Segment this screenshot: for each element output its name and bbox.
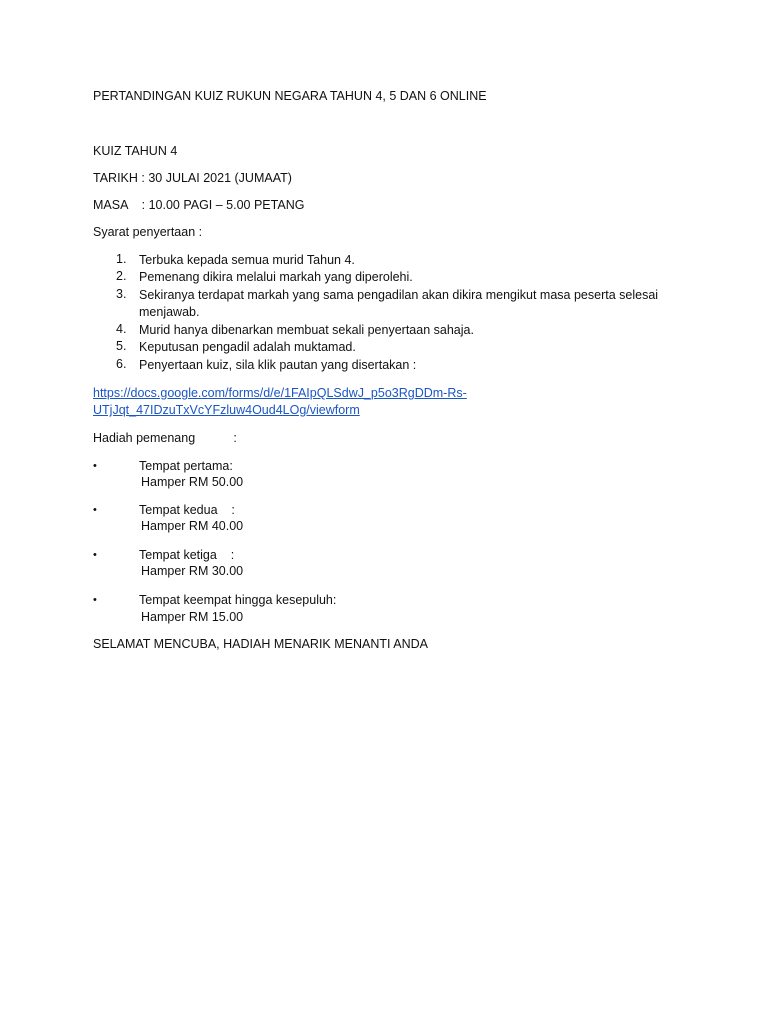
prizes-heading: Hadiah pemenang : (93, 431, 237, 445)
list-number: 6. (116, 357, 127, 371)
list-number: 4. (116, 322, 127, 336)
date-line: TARIKH : 30 JULAI 2021 (JUMAAT) (93, 171, 292, 185)
form-link-line-2[interactable]: UTjJqt_47IDzuTxVcYFzluw4Oud4LOg/viewform (93, 403, 360, 417)
closing-text: SELAMAT MENCUBA, HADIAH MENARIK MENANTI ANDA (93, 637, 429, 651)
bullet-icon: • (93, 460, 97, 472)
list-item (93, 458, 693, 492)
list-number: 3. (116, 287, 127, 301)
requirements-heading: Syarat penyertaan : (93, 225, 203, 239)
list-number: 1. (116, 252, 127, 266)
list-text-continued: menjawab. (139, 305, 200, 319)
prize-place: Tempat kedua : (139, 503, 235, 517)
list-text: Keputusan pengadil adalah muktamad. (139, 340, 356, 354)
list-item (93, 592, 693, 626)
list-number: 5. (116, 339, 127, 353)
prize-amount: Hamper RM 30.00 (141, 564, 244, 578)
prize-amount: Hamper RM 50.00 (141, 475, 244, 489)
prize-amount: Hamper RM 15.00 (141, 610, 244, 624)
prize-amount: Hamper RM 40.00 (141, 519, 244, 533)
list-item (93, 287, 693, 321)
list-item (93, 547, 693, 581)
prize-place: Tempat keempat hingga kesepuluh: (139, 593, 337, 607)
list-item (93, 339, 693, 356)
list-item (93, 322, 693, 339)
time-line: MASA : 10.00 PAGI – 5.00 PETANG (93, 198, 305, 212)
prize-place: Tempat ketiga : (139, 548, 235, 562)
prize-place: Tempat pertama: (139, 459, 233, 473)
form-link-line-1[interactable]: https://docs.google.com/forms/d/e/1FAIpQLSdwJ_p5o3RgDDm-Rs- (93, 386, 467, 400)
list-text: Penyertaan kuiz, sila klik pautan yang disertakan : (139, 358, 417, 372)
list-item (93, 357, 693, 374)
bullet-icon: • (93, 504, 97, 516)
bullet-icon: • (93, 594, 97, 606)
list-text: Terbuka kepada semua murid Tahun 4. (139, 253, 355, 267)
list-number: 2. (116, 269, 127, 283)
list-item (93, 269, 693, 286)
document-title: PERTANDINGAN KUIZ RUKUN NEGARA TAHUN 4, 5 DAN 6 ONLINE (93, 89, 487, 103)
list-text: Pemenang dikira melalui markah yang diperolehi. (139, 270, 413, 284)
bullet-icon: • (93, 549, 97, 561)
list-text: Sekiranya terdapat markah yang sama pengadilan akan dikira mengikut masa peserta selesai (139, 288, 659, 302)
section-heading: KUIZ TAHUN 4 (93, 144, 178, 158)
list-item (93, 502, 693, 536)
list-text: Murid hanya dibenarkan membuat sekali penyertaan sahaja. (139, 323, 474, 337)
list-item (93, 252, 693, 269)
